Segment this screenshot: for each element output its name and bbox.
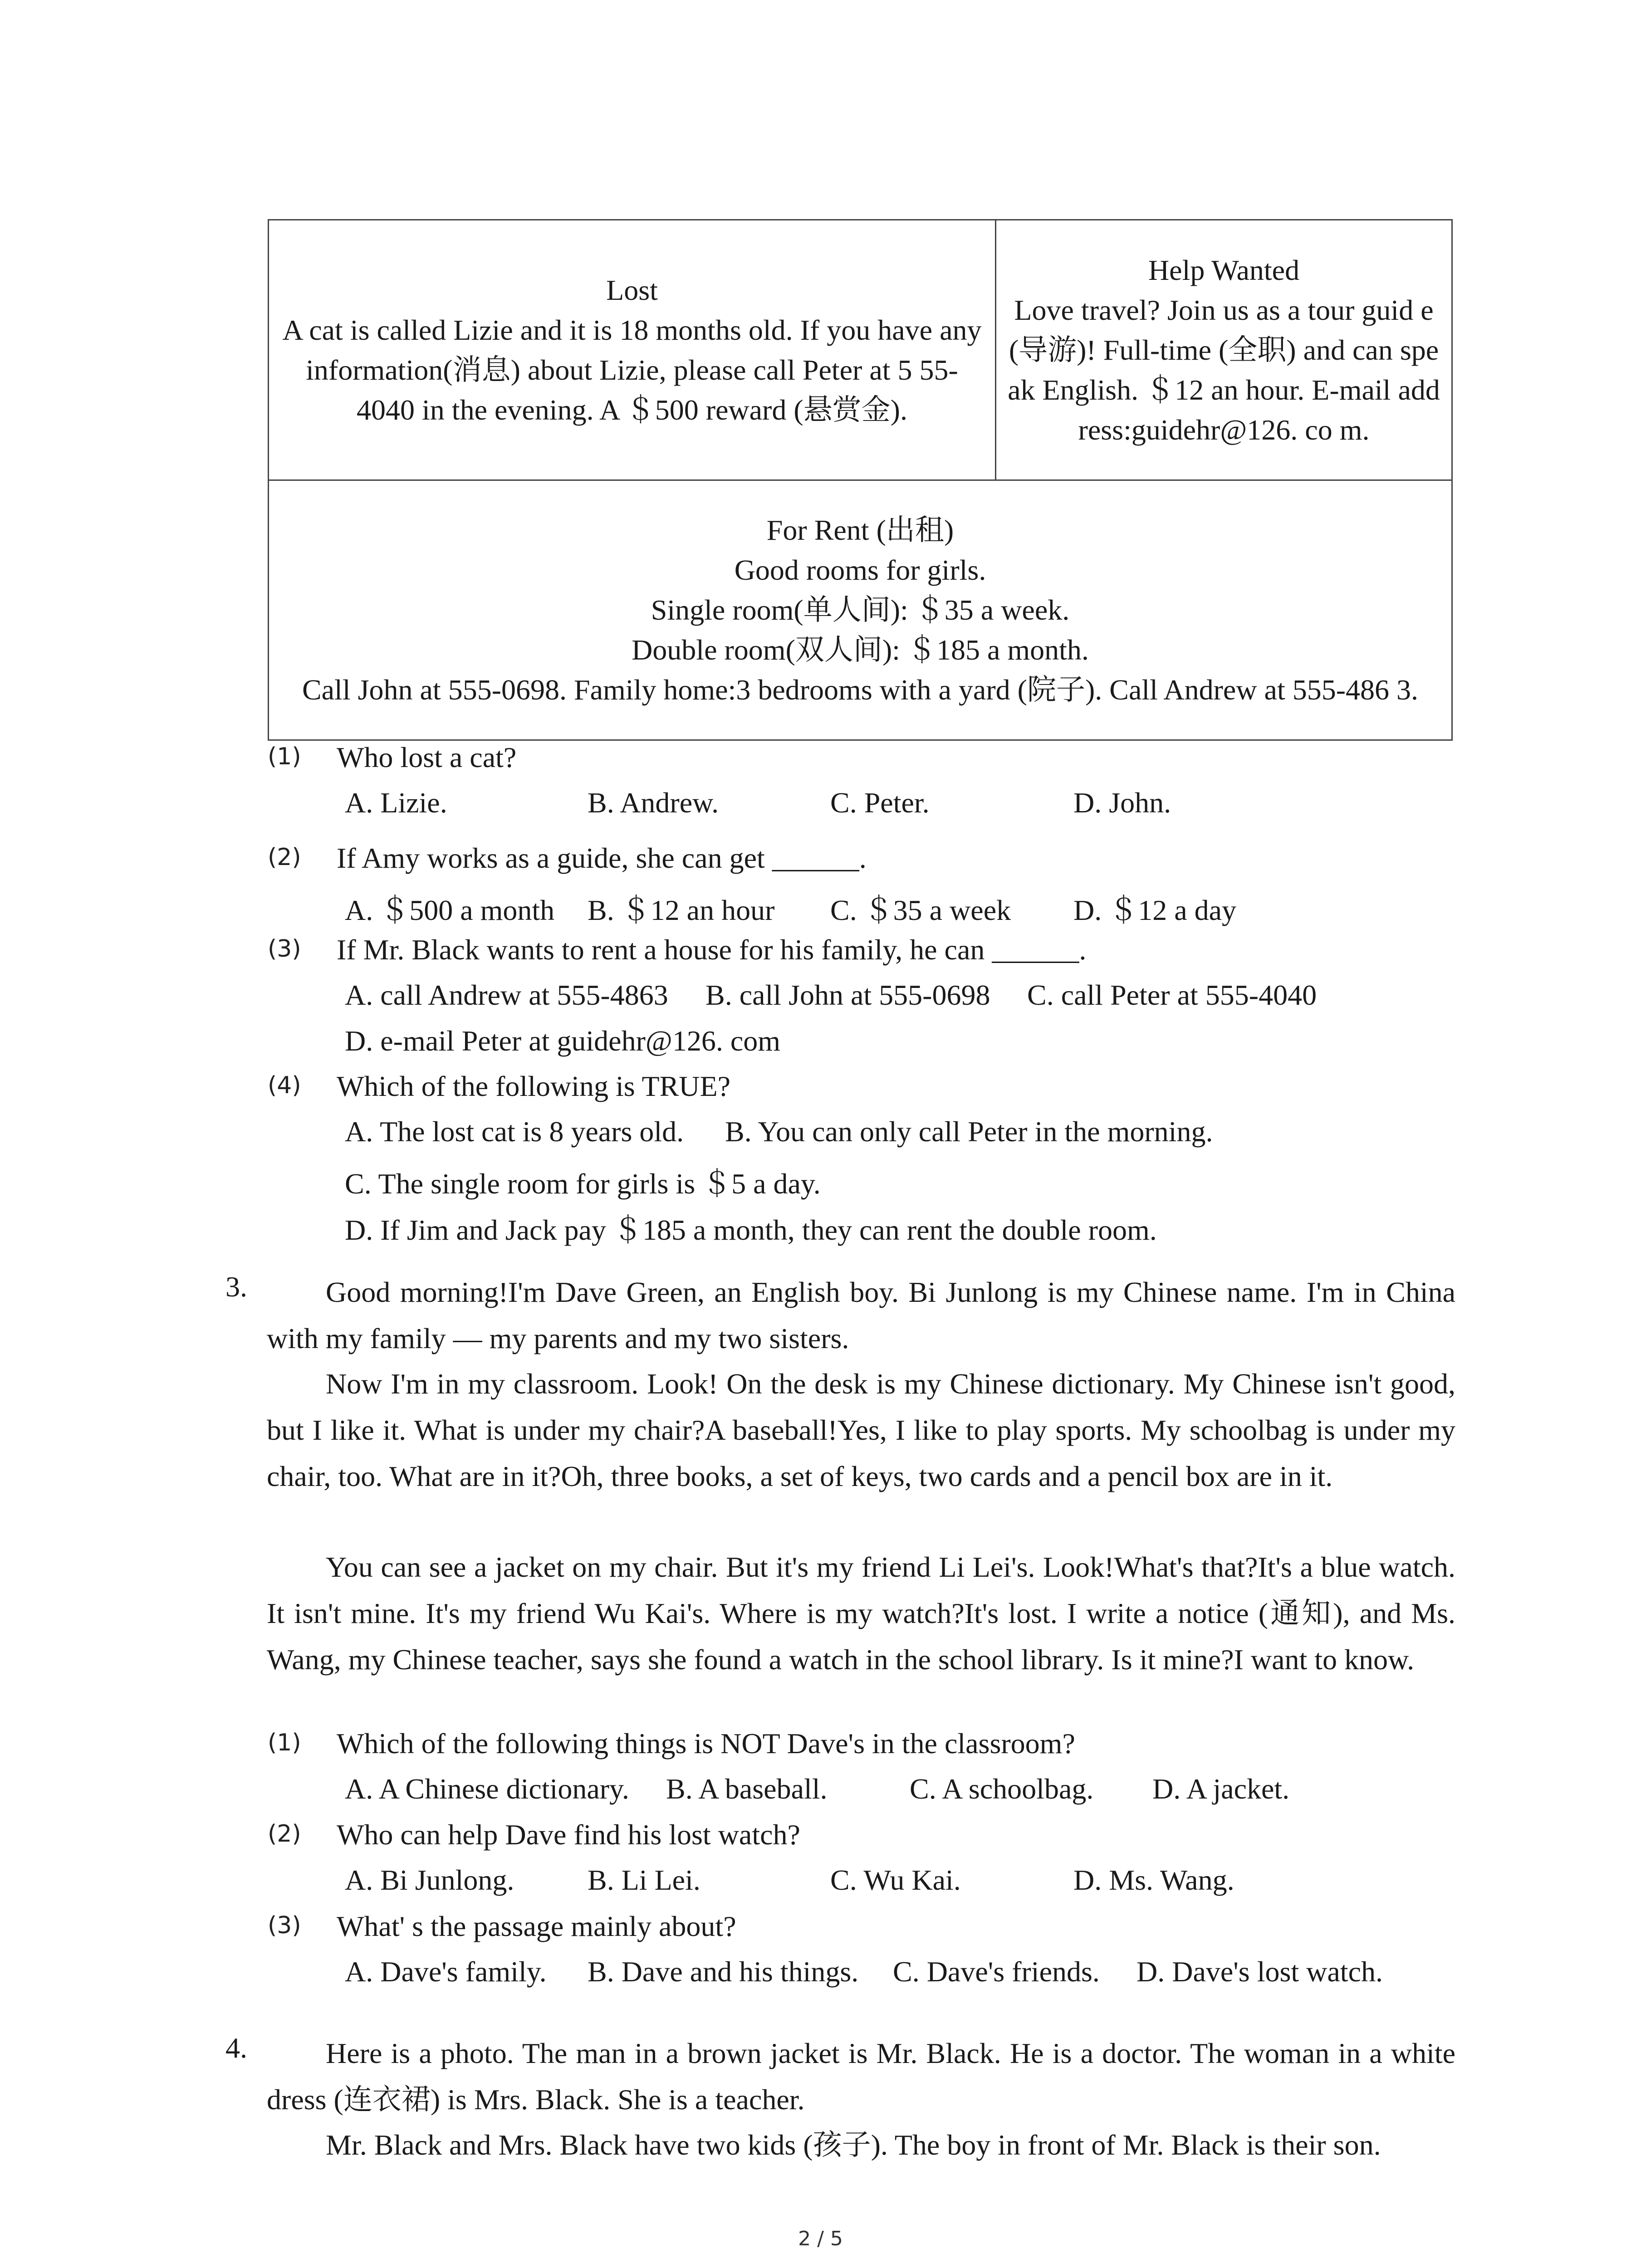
option: C. Peter. <box>830 787 930 819</box>
ad-help-title: Help Wanted <box>1148 254 1300 286</box>
option: D. Ms. Wang. <box>1073 1864 1234 1896</box>
option: B. ＄12 an hour <box>588 894 775 926</box>
question-number: (3) <box>268 1912 301 1939</box>
question-text: If Mr. Black wants to rent a house for his family, he can ______. <box>337 934 1087 966</box>
option: A. The lost cat is 8 years old. <box>345 1115 684 1148</box>
ad-lost-body: A cat is called Lizie and it is 18 months old. If you have any information(消息) about Lizie, please call Peter at 5 55-4040 in the evening. A ＄500 reward (悬赏金). <box>282 313 982 426</box>
option: D. Dave's lost watch. <box>1136 1955 1383 1988</box>
question-number: (3) <box>268 935 301 963</box>
option: D. If Jim and Jack pay ＄185 a month, they can rent the double room. <box>345 1214 1157 1246</box>
ads-table <box>268 219 1453 741</box>
option: C. Dave's friends. <box>893 1955 1100 1988</box>
ad-rent-line: Single room(单人间): ＄35 a week. <box>651 594 1070 626</box>
ad-for-rent <box>269 481 1451 739</box>
question-text: Who can help Dave find his lost watch? <box>337 1818 800 1851</box>
passage-paragraph: Mr. Black and Mrs. Black have two kids (孩子). The boy in front of Mr. Black is their son. <box>326 2129 1381 2161</box>
section-number: 3. <box>225 1271 247 1303</box>
ad-rent-title: For Rent (出租) <box>766 514 954 546</box>
page-number: 2 / 5 <box>798 2227 843 2250</box>
ad-help-wanted <box>996 220 1451 481</box>
option: D. ＄12 a day <box>1073 894 1237 926</box>
option: A. Bi Junlong. <box>345 1864 514 1896</box>
ad-lost <box>269 220 996 481</box>
option: C. Wu Kai. <box>830 1864 961 1896</box>
question-text: Which of the following is TRUE? <box>337 1070 730 1102</box>
passage-paragraph: Here is a photo. The man in a brown jacket is Mr. Black. He is a doctor. The woman in a white dress (连衣裙) is Mrs. Black. She is a teacher. <box>267 2037 1455 2116</box>
ad-rent-line: Good rooms for girls. <box>734 554 986 586</box>
option: C. The single room for girls is ＄5 a day. <box>345 1168 821 1200</box>
question-text: What' s the passage mainly about? <box>337 1910 736 1942</box>
question-text: If Amy works as a guide, she can get ______. <box>337 842 867 874</box>
option: A. ＄500 a month <box>345 894 555 926</box>
option: C. call Peter at 555-4040 <box>1027 979 1317 1011</box>
option: D. e-mail Peter at guidehr@126. com <box>345 1025 780 1057</box>
question-number: (2) <box>268 1820 301 1848</box>
section-number: 4. <box>225 2032 247 2064</box>
question-number: (2) <box>268 844 301 871</box>
option: A. Lizie. <box>345 787 447 819</box>
option: A. Dave's family. <box>345 1955 547 1988</box>
question-number: (1) <box>268 1729 301 1756</box>
question-number: (1) <box>268 743 301 770</box>
question-text: Which of the following things is NOT Dave's in the classroom? <box>337 1727 1075 1760</box>
ad-lost-title: Lost <box>606 274 658 306</box>
passage-paragraph: Good morning!I'm Dave Green, an English boy. Bi Junlong is my Chinese name. I'm in China with my family — my parents and my two sisters. <box>267 1276 1455 1354</box>
passage-paragraph: You can see a jacket on my chair. But it's my friend Li Lei's. Look!What's that?It's a blue watch. It isn't mine. It's my friend Wu Kai's. Where is my watch?It's lost. I write a notice (通知), and Ms. Wang, my Chinese teacher, says she found a watch in the school library. Is it mine?I want to know. <box>267 1551 1455 1676</box>
option: D. A jacket. <box>1152 1773 1290 1805</box>
question-number: (4) <box>268 1072 301 1099</box>
passage-paragraph: Now I'm in my classroom. Look! On the desk is my Chinese dictionary. My Chinese isn't good, but I like it. What is under my chair?A baseball!Yes, I like to play sports. My schoolbag is under my chair, too. What are in it?Oh, three books, a set of keys, two cards and a pencil box are in it. <box>267 1368 1455 1492</box>
option: C. A schoolbag. <box>910 1773 1094 1805</box>
option: B. A baseball. <box>666 1773 828 1805</box>
ad-rent-line: Double room(双人间): ＄185 a month. <box>632 634 1089 666</box>
option: B. Li Lei. <box>588 1864 700 1896</box>
ad-help-body: Love travel? Join us as a tour guid e (导游)! Full-time (全职) and can speak English. ＄12 an hour. E-mail address:guidehr@126. co m. <box>1008 293 1440 446</box>
ad-rent-line: Call John at 555-0698. Family home:3 bedrooms with a yard (院子). Call Andrew at 555-486 3. <box>302 674 1419 706</box>
option: D. John. <box>1073 787 1171 819</box>
option: C. ＄35 a week <box>830 894 1011 926</box>
option: A. call Andrew at 555-4863 <box>345 979 668 1011</box>
option: B. You can only call Peter in the morning. <box>725 1115 1213 1148</box>
option: B. Dave and his things. <box>588 1955 859 1988</box>
option: A. A Chinese dictionary. <box>345 1773 629 1805</box>
question-text: Who lost a cat? <box>337 741 517 773</box>
option: B. call John at 555-0698 <box>705 979 990 1011</box>
option: B. Andrew. <box>588 787 719 819</box>
